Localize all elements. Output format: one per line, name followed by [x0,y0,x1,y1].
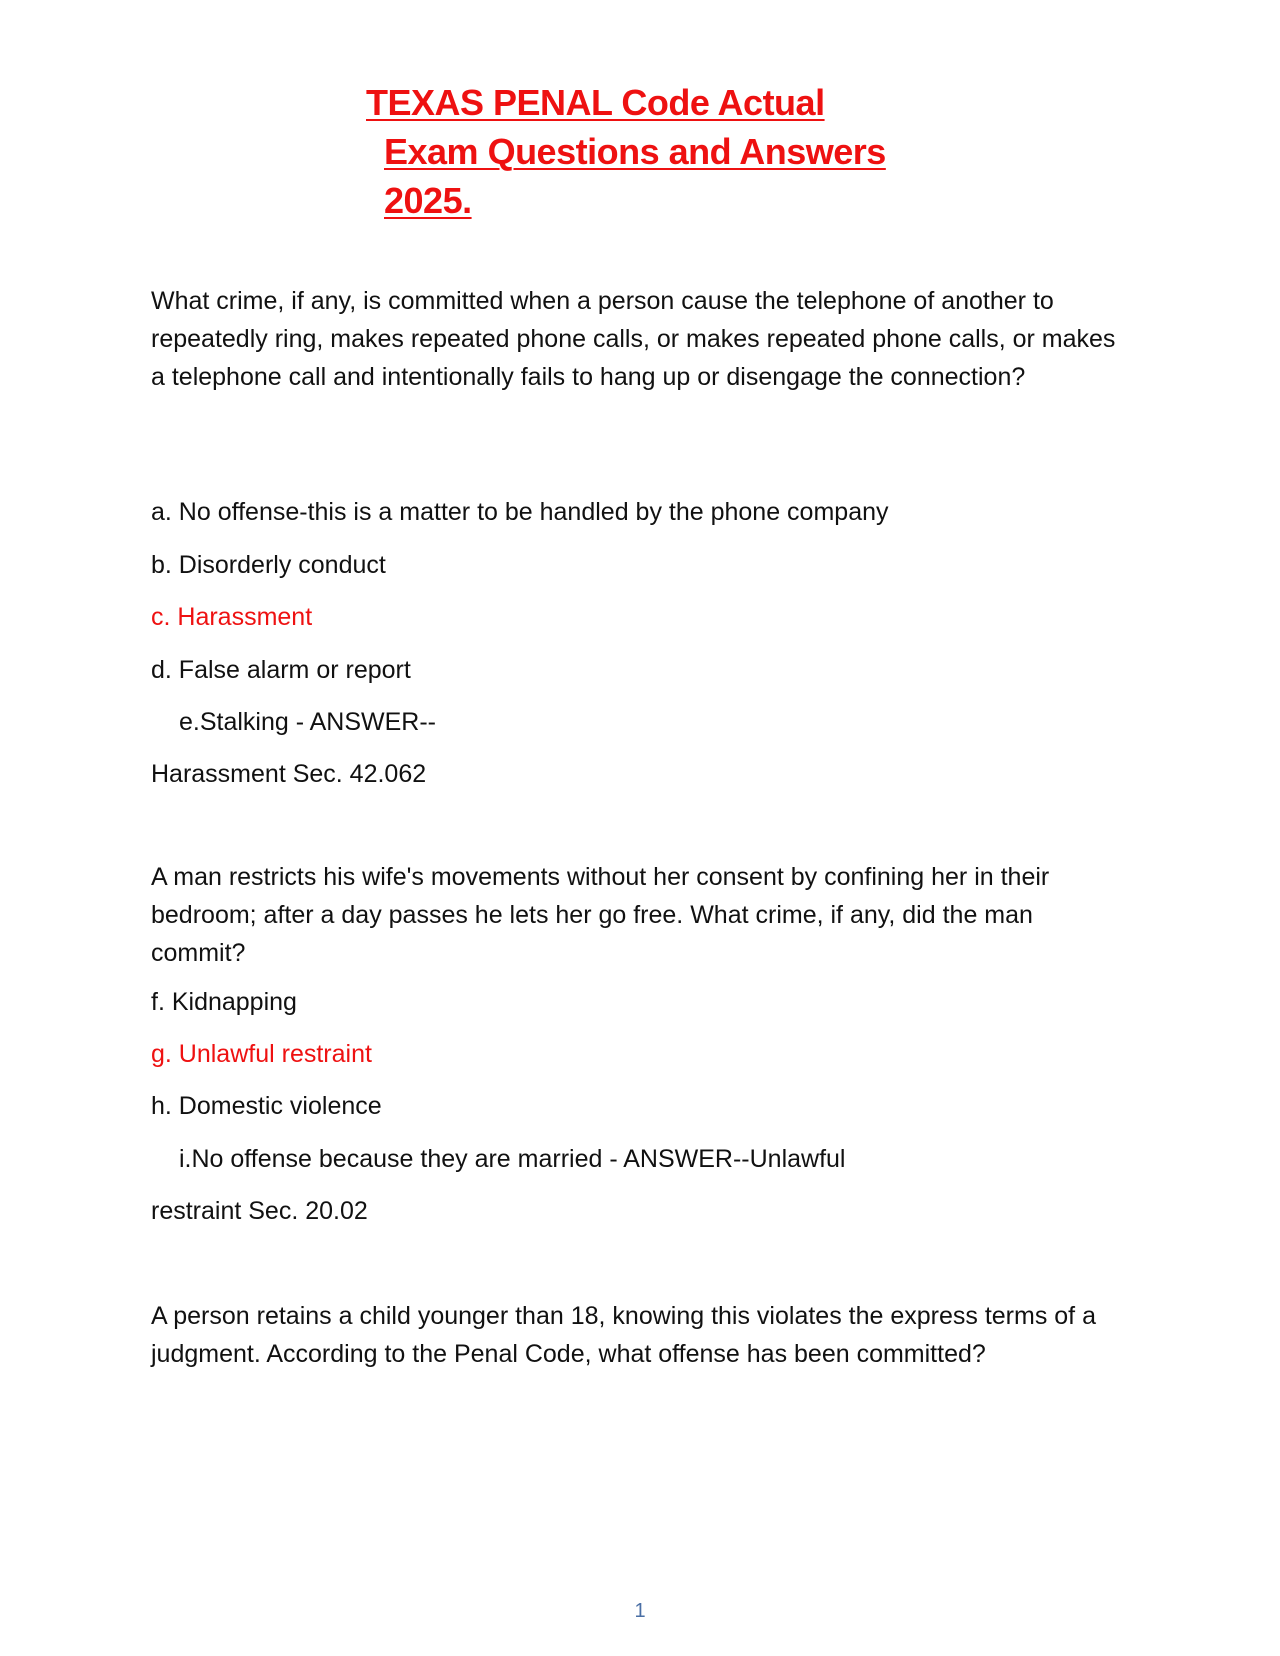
question-1-text: What crime, if any, is committed when a person cause the telephone of another to repeatedly ring, makes repeated phone calls, or makes repeated phone calls, or makes a telephone call and intentionally fails to hang up or disengage the connection? [151,287,1116,391]
question-2-option-i: i.No offense because they are married - ANSWER--Unlawful [179,1145,846,1173]
question-1-option-a: a. No offense-this is a matter to be handled by the phone company [151,498,889,526]
title-line-2: Exam Questions and Answers [384,131,886,172]
question-2-option-g-correct: g. Unlawful restraint [151,1040,372,1068]
page-number: 1 [634,1600,646,1622]
question-2-option-f: f. Kidnapping [151,988,297,1016]
question-3-text: A person retains a child younger than 18, knowing this violates the express terms of a judgment. According to the Penal Code, what offense has been committed? [151,1302,1096,1368]
question-1-option-e: e.Stalking - ANSWER-- [179,708,437,736]
title-line-1: TEXAS PENAL Code Actual [366,82,825,123]
question-1-answer: Harassment Sec. 42.062 [151,760,427,788]
document-title [366,78,926,225]
question-2-answer: restraint Sec. 20.02 [151,1197,368,1225]
question-1-option-c-correct: c. Harassment [151,603,313,631]
question-2-option-h: h. Domestic violence [151,1092,382,1120]
question-2-text: A man restricts his wife's movements without her consent by confining her in their bedroom; after a day passes he lets her go free. What crime, if any, did the man commit? [151,863,1050,967]
title-line-3: 2025. [384,180,472,221]
question-1-option-b: b. Disorderly conduct [151,551,386,579]
question-1-option-d: d. False alarm or report [151,656,411,684]
